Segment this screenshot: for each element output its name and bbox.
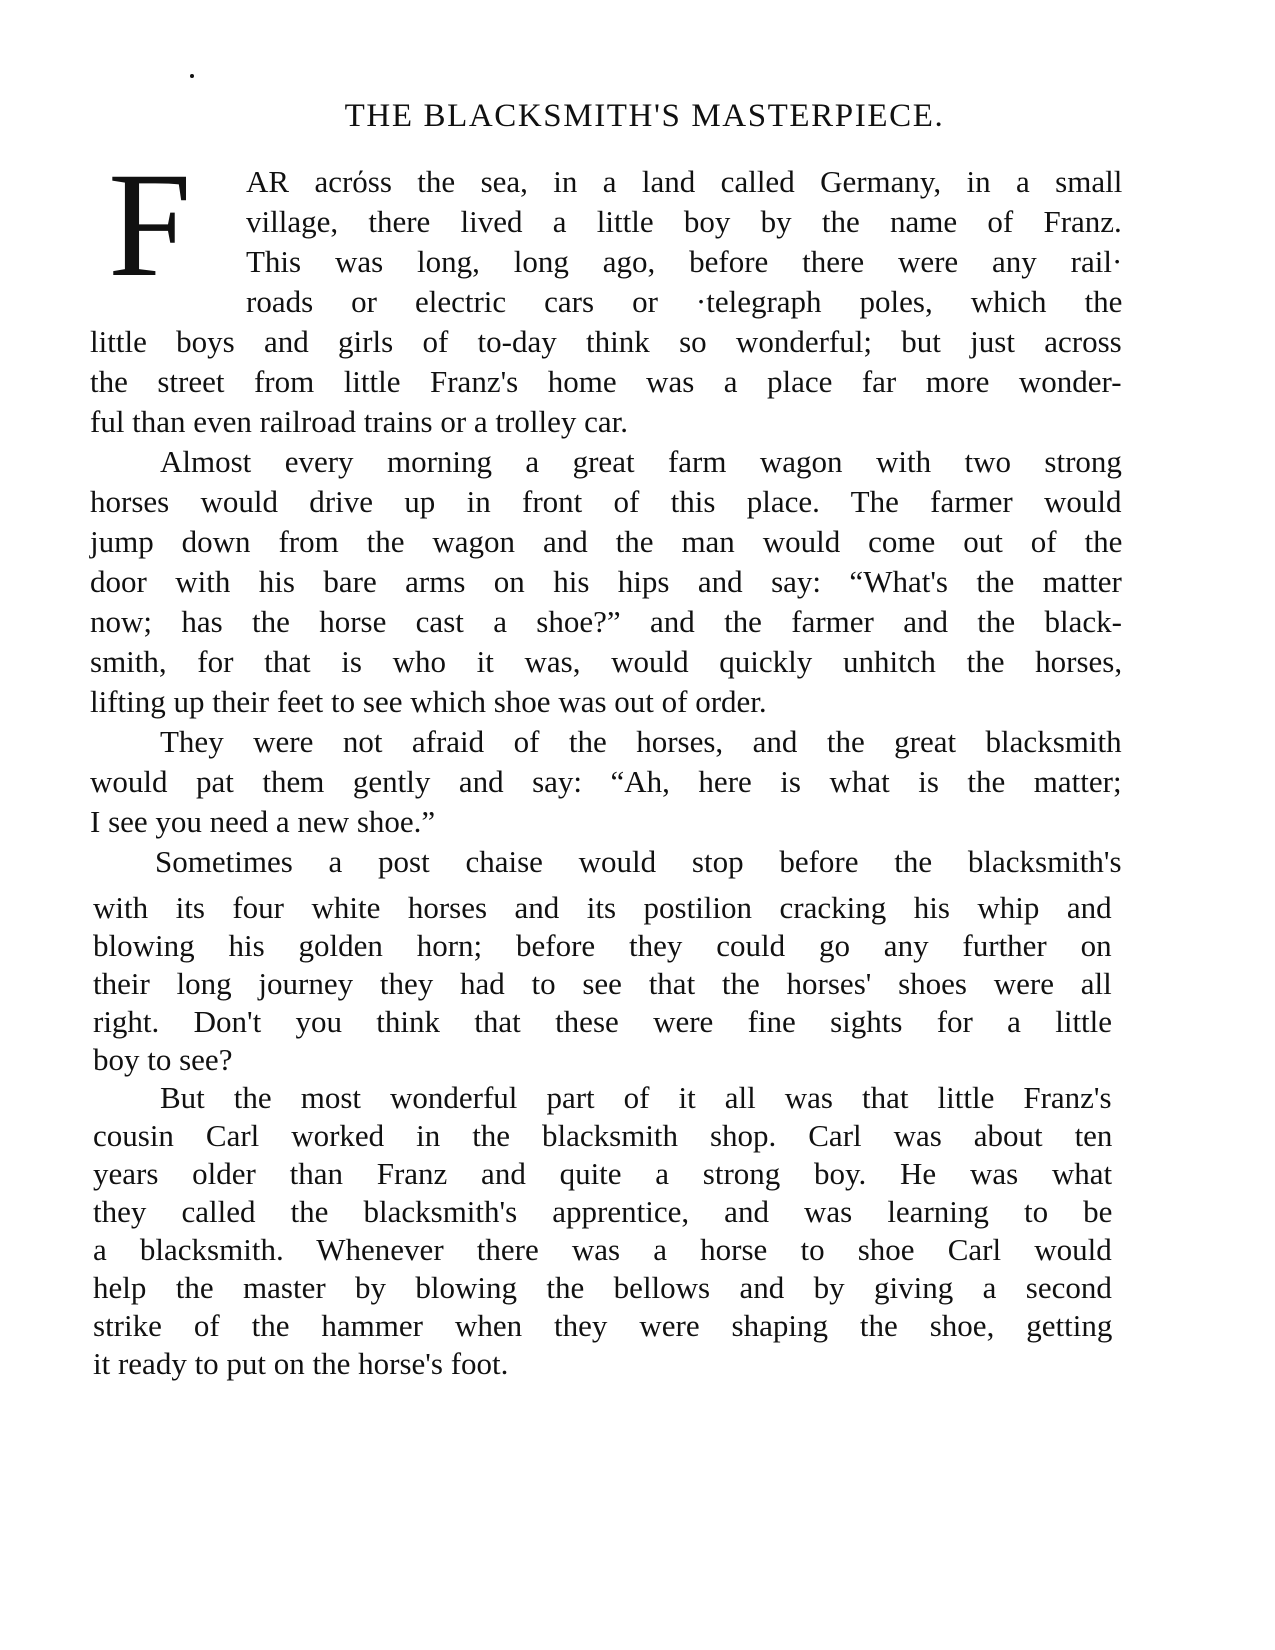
text-line: village, there lived a little boy by the name of Franz. — [246, 204, 1122, 239]
text-line: cousin Carl worked in the blacksmith shop. Carl was about ten — [93, 1118, 1113, 1153]
text-line: help the master by blowing the bellows and by giving a second — [93, 1270, 1112, 1305]
text-line: lifting up their feet to see which shoe was out of order. — [90, 684, 767, 719]
ink-speck — [190, 74, 194, 78]
text-line: now; has the horse cast a shoe?” and the farmer and the black- — [90, 604, 1122, 639]
text-line: little boys and girls of to-day think so wonderful; but just across — [90, 324, 1122, 359]
text-line: horses would drive up in front of this place. The farmer would — [90, 484, 1122, 519]
text-line: ful than even railroad trains or a trolley car. — [90, 404, 628, 439]
text-line: door with his bare arms on his hips and say: “What's the matter — [90, 564, 1122, 599]
text-line: right. Don't you think that these were fine sights for a little — [93, 1004, 1113, 1039]
text-line: strike of the hammer when they were shaping the shoe, getting — [93, 1308, 1113, 1343]
text-line: This was long, long ago, before there were any rail· — [246, 244, 1123, 279]
text-line: They were not afraid of the horses, and the great blacksmith — [160, 724, 1122, 759]
text-line: boy to see? — [93, 1042, 233, 1077]
text-line: jump down from the wagon and the man would come out of the — [90, 524, 1123, 559]
text-line: years older than Franz and quite a strong boy. He was what — [93, 1156, 1113, 1191]
text-line: a blacksmith. Whenever there was a horse to shoe Carl would — [93, 1232, 1112, 1267]
text-line: Sometimes a post chaise would stop before the blacksmith's — [155, 844, 1122, 879]
text-line: Almost every morning a great farm wagon with two strong — [160, 444, 1122, 479]
text-line: would pat them gently and say: “Ah, here is what is the matter; — [90, 764, 1122, 799]
text-line: it ready to put on the horse's foot. — [93, 1346, 509, 1381]
text-line: with its four white horses and its postilion cracking his whip and — [93, 890, 1112, 925]
page-title: THE BLACKSMITH'S MASTERPIECE. — [344, 98, 945, 134]
text-line: the street from little Franz's home was a place far more wonder- — [90, 364, 1122, 399]
text-line: AR acrόss the sea, in a land called Germany, in a small — [246, 164, 1123, 199]
text-line: their long journey they had to see that the horses' shoes were all — [93, 966, 1112, 1001]
text-line: they called the blacksmith's apprentice, and was learning to be — [93, 1194, 1113, 1229]
text-line: But the most wonderful part of it all was that little Franz's — [160, 1080, 1112, 1115]
text-line: I see you need a new shoe.” — [90, 804, 436, 839]
drop-cap: F — [108, 142, 192, 308]
text-line: roads or electric cars or ·telegraph poles, which the — [246, 284, 1123, 319]
text-line: smith, for that is who it was, would quickly unhitch the horses, — [90, 644, 1123, 679]
text-line: blowing his golden horn; before they could go any further on — [93, 928, 1112, 963]
